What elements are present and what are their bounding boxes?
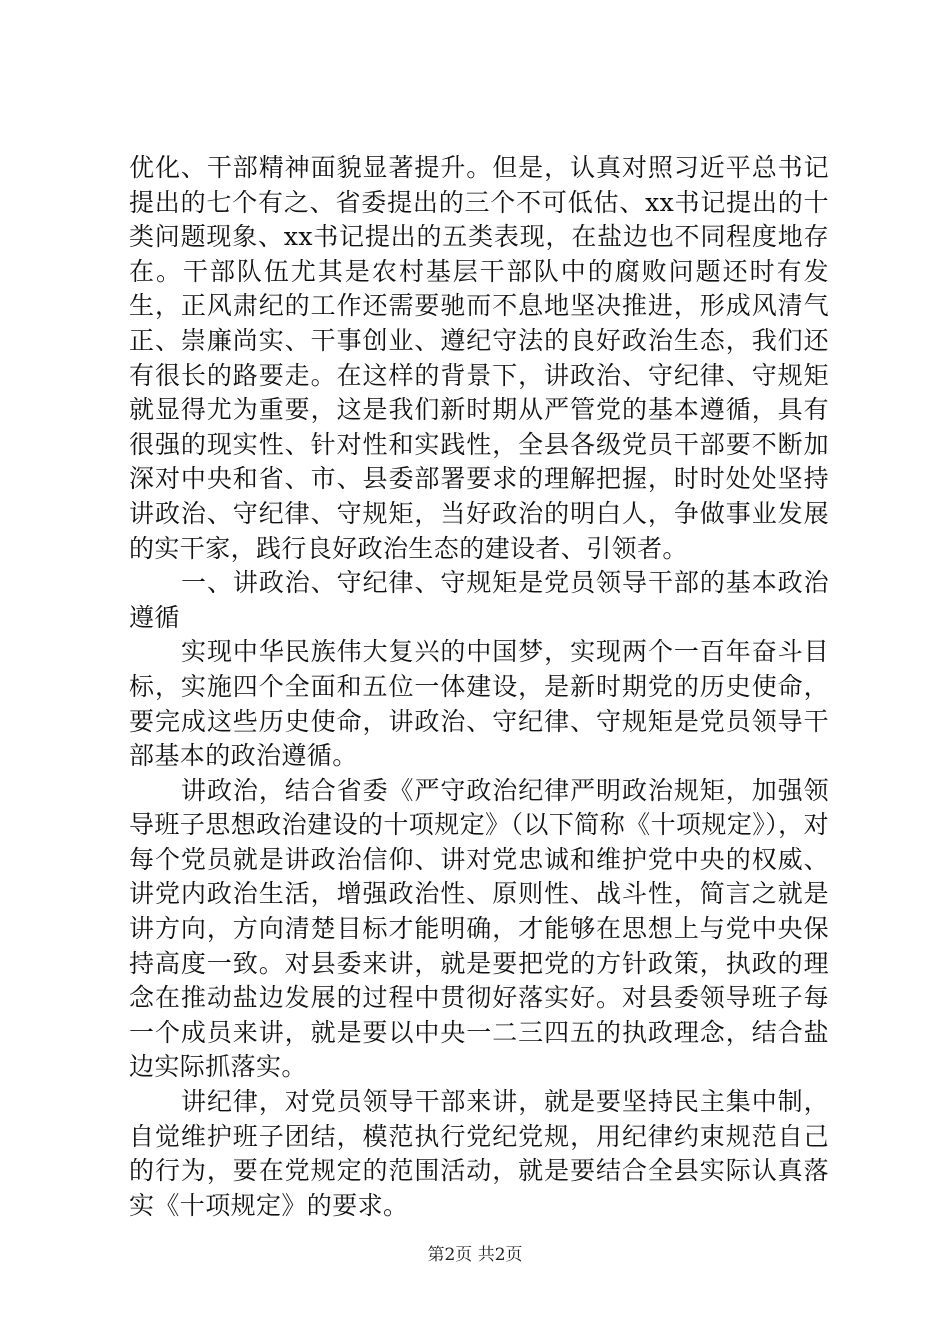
paragraph: 讲政治，结合省委《严守政治纪律严明政治规矩，加强领导班子思想政治建设的十项规定》（以下简称《十项规定》），对每个党员就是讲政治信仰、讲对党忠诚和维护党中央的权威、讲党内政治生活，增强政治性、原则性、战斗性，简言之就是讲方向，方向清楚目标才能明确，才能够在思想上与党中央保持高度一致。对县委来讲，就是要把党的方针政策，执政的理念在推动盐边发展的过程中贯彻好落实好。对县委领导班子每一个成员来讲，就是要以中央一二三四五的执政理念，结合盐边实际抓落实。: [129, 775, 829, 1082]
document-body: [129, 151, 829, 1223]
paragraph: 讲纪律，对党员领导干部来讲，就是要坚持民主集中制，自觉维护班子团结，模范执行党纪党规，用纪律约束规范自己的行为，要在党规定的范围活动，就是要结合全县实际认真落实《十项规定》的要求。: [129, 1087, 829, 1220]
page-footer: 第2页 共2页: [427, 1245, 523, 1265]
paragraph: 实现中华民族伟大复兴的中国梦，实现两个一百年奋斗目标，实施四个全面和五位一体建设，是新时期党的历史使命，要完成这些历史使命，讲政治、守纪律、守规矩是党员领导干部基本的政治遵循。: [129, 637, 829, 771]
paragraph-continuation: 优化、干部精神面貌显著提升。但是，认真对照习近平总书记提出的七个有之、省委提出的三个不可低估、xx书记提出的十类问题现象、xx书记提出的五类表现，在盐边也不同程度地存在。干部队伍尤其是农村基层干部队中的腐败问题还时有发生，正风肃纪的工作还需要驰而不息地坚决推进，形成风清气正、崇廉尚实、干事创业、遵纪守法的良好政治生态，我们还有很长的路要走。在这样的背景下，讲政治、守纪律、守规矩就显得尤为重要，这是我们新时期从严管党的基本遵循，具有很强的现实性、针对性和实践性，全县各级党员干部要不断加深对中央和省、市、县委部署要求的理解把握，时时处处坚持讲政治、守纪律、守规矩，当好政治的明白人，争做事业发展的实干家，践行良好政治生态的建设者、引领者。: [129, 153, 829, 563]
section-heading: 一、讲政治、守纪律、守规矩是党员领导干部的基本政治遵循: [129, 568, 829, 632]
